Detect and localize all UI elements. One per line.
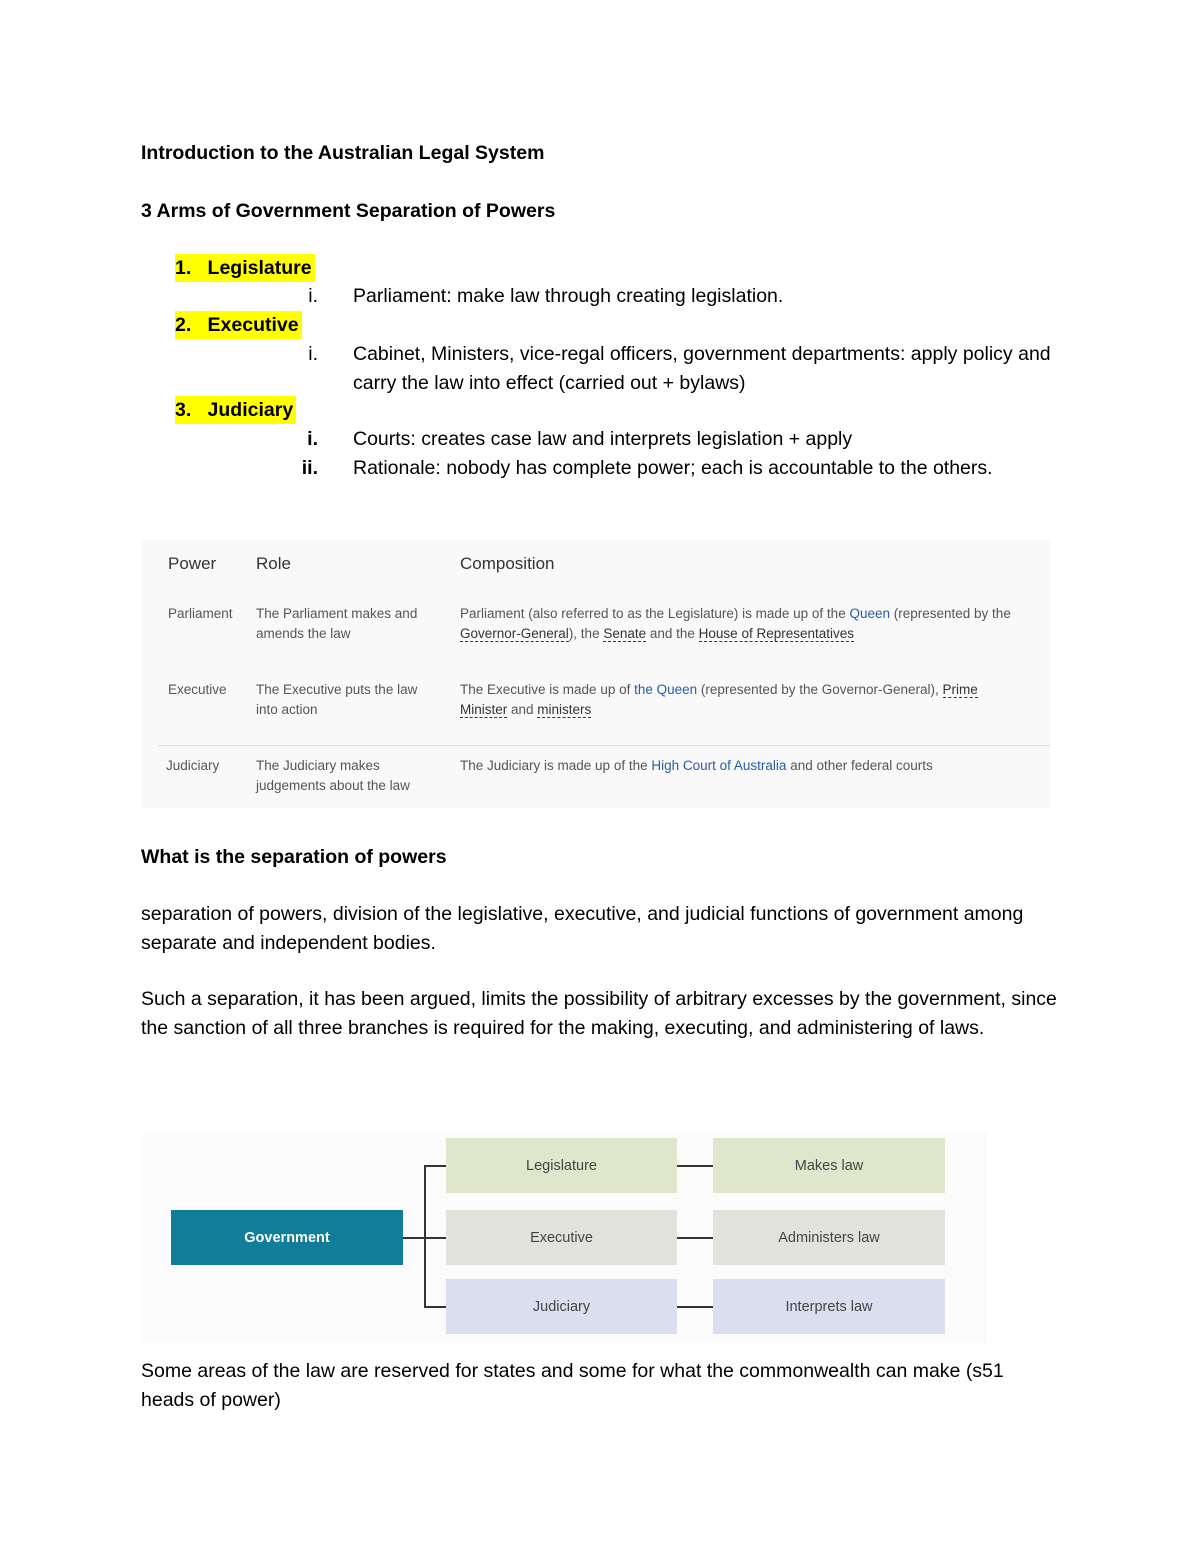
list-marker: ii. <box>301 457 318 479</box>
table-cell-power: Judiciary <box>166 758 220 773</box>
connector-line <box>677 1165 713 1167</box>
cell-text: The Judiciary is made up of the <box>460 758 652 773</box>
list-number: 3. <box>175 399 192 421</box>
list-label: Judiciary <box>207 399 294 421</box>
connector-line <box>424 1165 446 1167</box>
link-governor-general[interactable]: Governor-General <box>460 626 569 641</box>
table-header-role: Role <box>256 554 291 573</box>
paragraph-heads-of-power: Some areas of the law are reserved for states and some for what the commonwealth can make (s51 heads of power) <box>141 1360 1004 1411</box>
list-marker: i. <box>308 343 318 365</box>
connector-line <box>677 1237 713 1239</box>
cell-text: ), the <box>568 626 604 641</box>
table-cell-role: The Parliament makes and amends the law <box>256 606 418 641</box>
diagram-node-makes-law: Makes law <box>713 1138 945 1193</box>
list-item-text: Cabinet, Ministers, vice-regal officers, government departments: apply policy and carry the law into effect (carried out + bylaws) <box>353 343 1051 394</box>
connector-line <box>424 1237 446 1239</box>
table-cell-composition <box>460 604 1040 644</box>
diagram-node-judiciary: Judiciary <box>446 1279 677 1334</box>
list-item-text: Parliament: make law through creating legislation. <box>353 285 784 307</box>
table-cell-power: Parliament <box>168 606 233 621</box>
diagram-node-government: Government <box>171 1210 403 1265</box>
list-number: 1. <box>175 257 192 279</box>
paragraph-definition: separation of powers, division of the legislative, executive, and judicial functions of government among separate and independent bodies. <box>141 903 1024 954</box>
list-item-text: Courts: creates case law and interprets legislation + apply <box>353 428 853 450</box>
link-house-of-representatives[interactable]: House of Representatives <box>698 626 855 641</box>
link-prime-minister[interactable]: Prime Minister <box>460 682 978 717</box>
document-title: Introduction to the Australian Legal System <box>141 142 545 164</box>
cell-text: and other federal courts <box>786 758 933 773</box>
list-item-judiciary <box>175 396 296 424</box>
link-ministers[interactable]: ministers <box>537 702 592 717</box>
cell-text: Parliament (also referred to as the Legislature) is made up of the <box>460 606 850 621</box>
paragraph-rationale: Such a separation, it has been argued, limits the possibility of arbitrary excesses by the government, since the sanction of all three branches is required for the making, executing, and administering of laws. <box>141 988 1057 1039</box>
connector-line <box>677 1306 713 1308</box>
list-label: Legislature <box>207 257 312 279</box>
diagram-node-administers-law: Administers law <box>713 1210 945 1265</box>
link-senate[interactable]: Senate <box>603 626 647 641</box>
table-header-composition: Composition <box>460 554 555 573</box>
cell-text: (represented by the <box>890 606 1011 621</box>
diagram-node-legislature: Legislature <box>446 1138 677 1193</box>
table-cell-composition <box>460 680 1000 720</box>
cell-text: (represented by the Governor-General), <box>697 682 943 697</box>
section-heading-arms: 3 Arms of Government Separation of Powers <box>141 200 556 222</box>
cell-text: and the <box>646 626 699 641</box>
table-cell-role: The Judiciary makes judgements about the law <box>256 758 410 793</box>
diagram-node-executive: Executive <box>446 1210 677 1265</box>
table-cell-composition <box>460 756 1040 776</box>
connector-line <box>403 1237 425 1239</box>
list-item-text: Rationale: nobody has complete power; each is accountable to the others. <box>353 457 993 479</box>
powers-table <box>142 540 1050 808</box>
list-marker: i. <box>307 428 318 450</box>
list-label: Executive <box>207 314 299 336</box>
link-the-queen[interactable]: the Queen <box>634 682 698 697</box>
list-item-legislature <box>175 254 315 282</box>
section-heading-separation: What is the separation of powers <box>141 846 447 868</box>
cell-text: The Executive is made up of <box>460 682 635 697</box>
link-queen[interactable]: Queen <box>849 606 890 621</box>
list-marker: i. <box>308 285 318 307</box>
table-divider <box>158 745 1050 746</box>
table-cell-role: The Executive puts the law into action <box>256 682 418 717</box>
cell-text: and <box>507 702 538 717</box>
list-number: 2. <box>175 314 192 336</box>
government-diagram <box>142 1133 987 1343</box>
list-item-executive <box>175 311 302 339</box>
table-cell-power: Executive <box>168 682 227 697</box>
table-header-power: Power <box>168 554 217 573</box>
link-high-court[interactable]: High Court of Australia <box>651 758 787 773</box>
connector-line <box>424 1306 446 1308</box>
diagram-node-interprets-law: Interprets law <box>713 1279 945 1334</box>
